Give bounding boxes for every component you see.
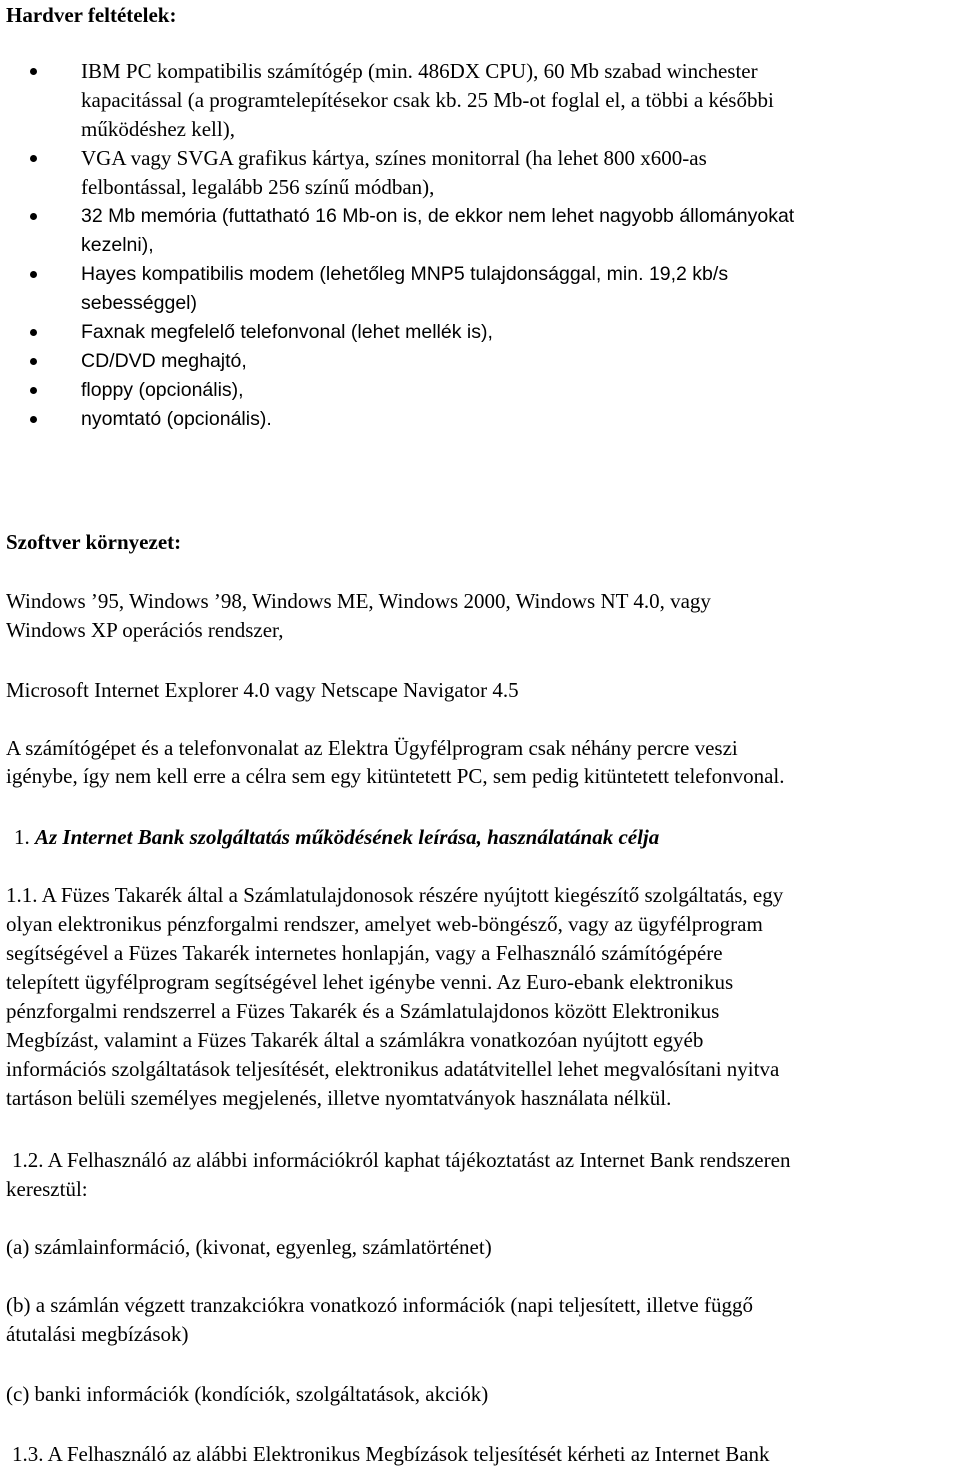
software-note-line-2: igénybe, így nem kell erre a célra sem egy kitüntetett PC, sem pedig kitüntetett telefonvonal.: [6, 764, 785, 788]
section-1-heading: [14, 823, 659, 852]
hardware-item-1-line-2: kapacitással (a programtelepítésekor csak kb. 25 Mb-ot foglal el, a többi a későbbi: [81, 88, 774, 112]
para-1-1-line-1: 1.1. A Füzes Takarék által a Számlatulajdonosok részére nyújtott kiegészítő szolgáltatás, egy: [6, 883, 784, 907]
para-1-2-item-a: (a) számlainformáció, (kivonat, egyenleg, számlatörténet): [6, 1235, 492, 1259]
bullet-icon: [30, 271, 37, 278]
bullet-icon: [30, 68, 37, 75]
hardware-item-7: floppy (opcionális),: [81, 379, 244, 401]
para-1-1-line-5: pénzforgalmi rendszerrel a Füzes Takarék és a Számlatulajdonos között Elektronikus: [6, 999, 720, 1023]
bullet-icon: [30, 358, 37, 365]
software-os-line-1: Windows ’95, Windows ’98, Windows ME, Windows 2000, Windows NT 4.0, vagy: [6, 589, 711, 613]
hardware-item-8: nyomtató (opcionális).: [81, 408, 272, 430]
bullet-icon: [30, 387, 37, 394]
para-1-1-line-6: Megbízást, valamint a Füzes Takarék által a számlákra vonatkozóan nyújtott egyéb: [6, 1028, 704, 1052]
para-1-1-line-3: segítségével a Füzes Takarék internetes honlapján, vagy a Felhasználó számítógépére: [6, 941, 723, 965]
hardware-item-1-line-1: IBM PC kompatibilis számítógép (min. 486DX CPU), 60 Mb szabad winchester: [81, 59, 758, 83]
para-1-2-item-b-line-1: (b) a számlán végzett tranzakciókra vonatkozó információk (napi teljesített, illetve függő: [6, 1293, 753, 1317]
section-1-title: Az Internet Bank szolgáltatás működésének leírása, használatának célja: [35, 825, 660, 849]
bullet-icon: [30, 416, 37, 423]
bullet-icon: [30, 213, 37, 220]
para-1-1-line-7: információs szolgáltatások teljesítését, elektronikus adatátvitellel lehet megvalósítani nyitva: [6, 1057, 780, 1081]
bullet-icon: [30, 155, 37, 162]
hardware-item-3-line-1: 32 Mb memória (futtatható 16 Mb-on is, de ekkor nem lehet nagyobb állományokat: [81, 205, 795, 227]
hardware-item-5: Faxnak megfelelő telefonvonal (lehet mellék is),: [81, 321, 493, 343]
bullet-icon: [30, 329, 37, 336]
para-1-1-line-8: tartáson belüli személyes megjelenés, illetve nyomtatványok használata nélkül.: [6, 1086, 672, 1110]
hardware-item-2-line-1: VGA vagy SVGA grafikus kártya, színes monitorral (ha lehet 800 x600-as: [81, 146, 707, 170]
software-heading: Szoftver környezet:: [6, 530, 182, 554]
para-1-1-line-4: telepített ügyfélprogram segítségével lehet igénybe venni. Az Euro-ebank elektronikus: [6, 970, 734, 994]
para-1-2-line-1: 1.2. A Felhasználó az alábbi információkról kaphat tájékoztatást az Internet Bank rendszeren: [12, 1148, 791, 1172]
software-os-line-2: Windows XP operációs rendszer,: [6, 618, 284, 642]
hardware-item-2-line-2: felbontással, legalább 256 színű módban),: [81, 175, 435, 199]
software-note-line-1: A számítógépet és a telefonvonalat az Elektra Ügyfélprogram csak néhány percre veszi: [6, 736, 738, 760]
section-1-number: 1.: [14, 825, 30, 849]
para-1-2-item-b-line-2: átutalási megbízások): [6, 1322, 189, 1346]
hardware-item-4-line-1: Hayes kompatibilis modem (lehetőleg MNP5 tulajdonsággal, min. 19,2 kb/s: [81, 263, 729, 285]
hardware-heading: Hardver feltételek:: [6, 3, 177, 27]
para-1-3-line-1: 1.3. A Felhasználó az alábbi Elektronikus Megbízások teljesítését kérheti az Internet Bank: [12, 1442, 770, 1466]
hardware-item-3-line-2: kezelni),: [81, 234, 154, 256]
hardware-item-1-line-3: működéshez kell),: [81, 117, 235, 141]
hardware-item-6: CD/DVD meghajtó,: [81, 350, 247, 372]
para-1-2-line-2: keresztül:: [6, 1177, 88, 1201]
para-1-2-item-c: (c) banki információk (kondíciók, szolgáltatások, akciók): [6, 1382, 489, 1406]
hardware-item-4-line-2: sebességgel): [81, 292, 197, 314]
para-1-1-line-2: olyan elektronikus pénzforgalmi rendszer, amelyet web-böngésző, vagy az ügyfélprogram: [6, 912, 763, 936]
software-browser-line: Microsoft Internet Explorer 4.0 vagy Netscape Navigator 4.5: [6, 678, 519, 702]
